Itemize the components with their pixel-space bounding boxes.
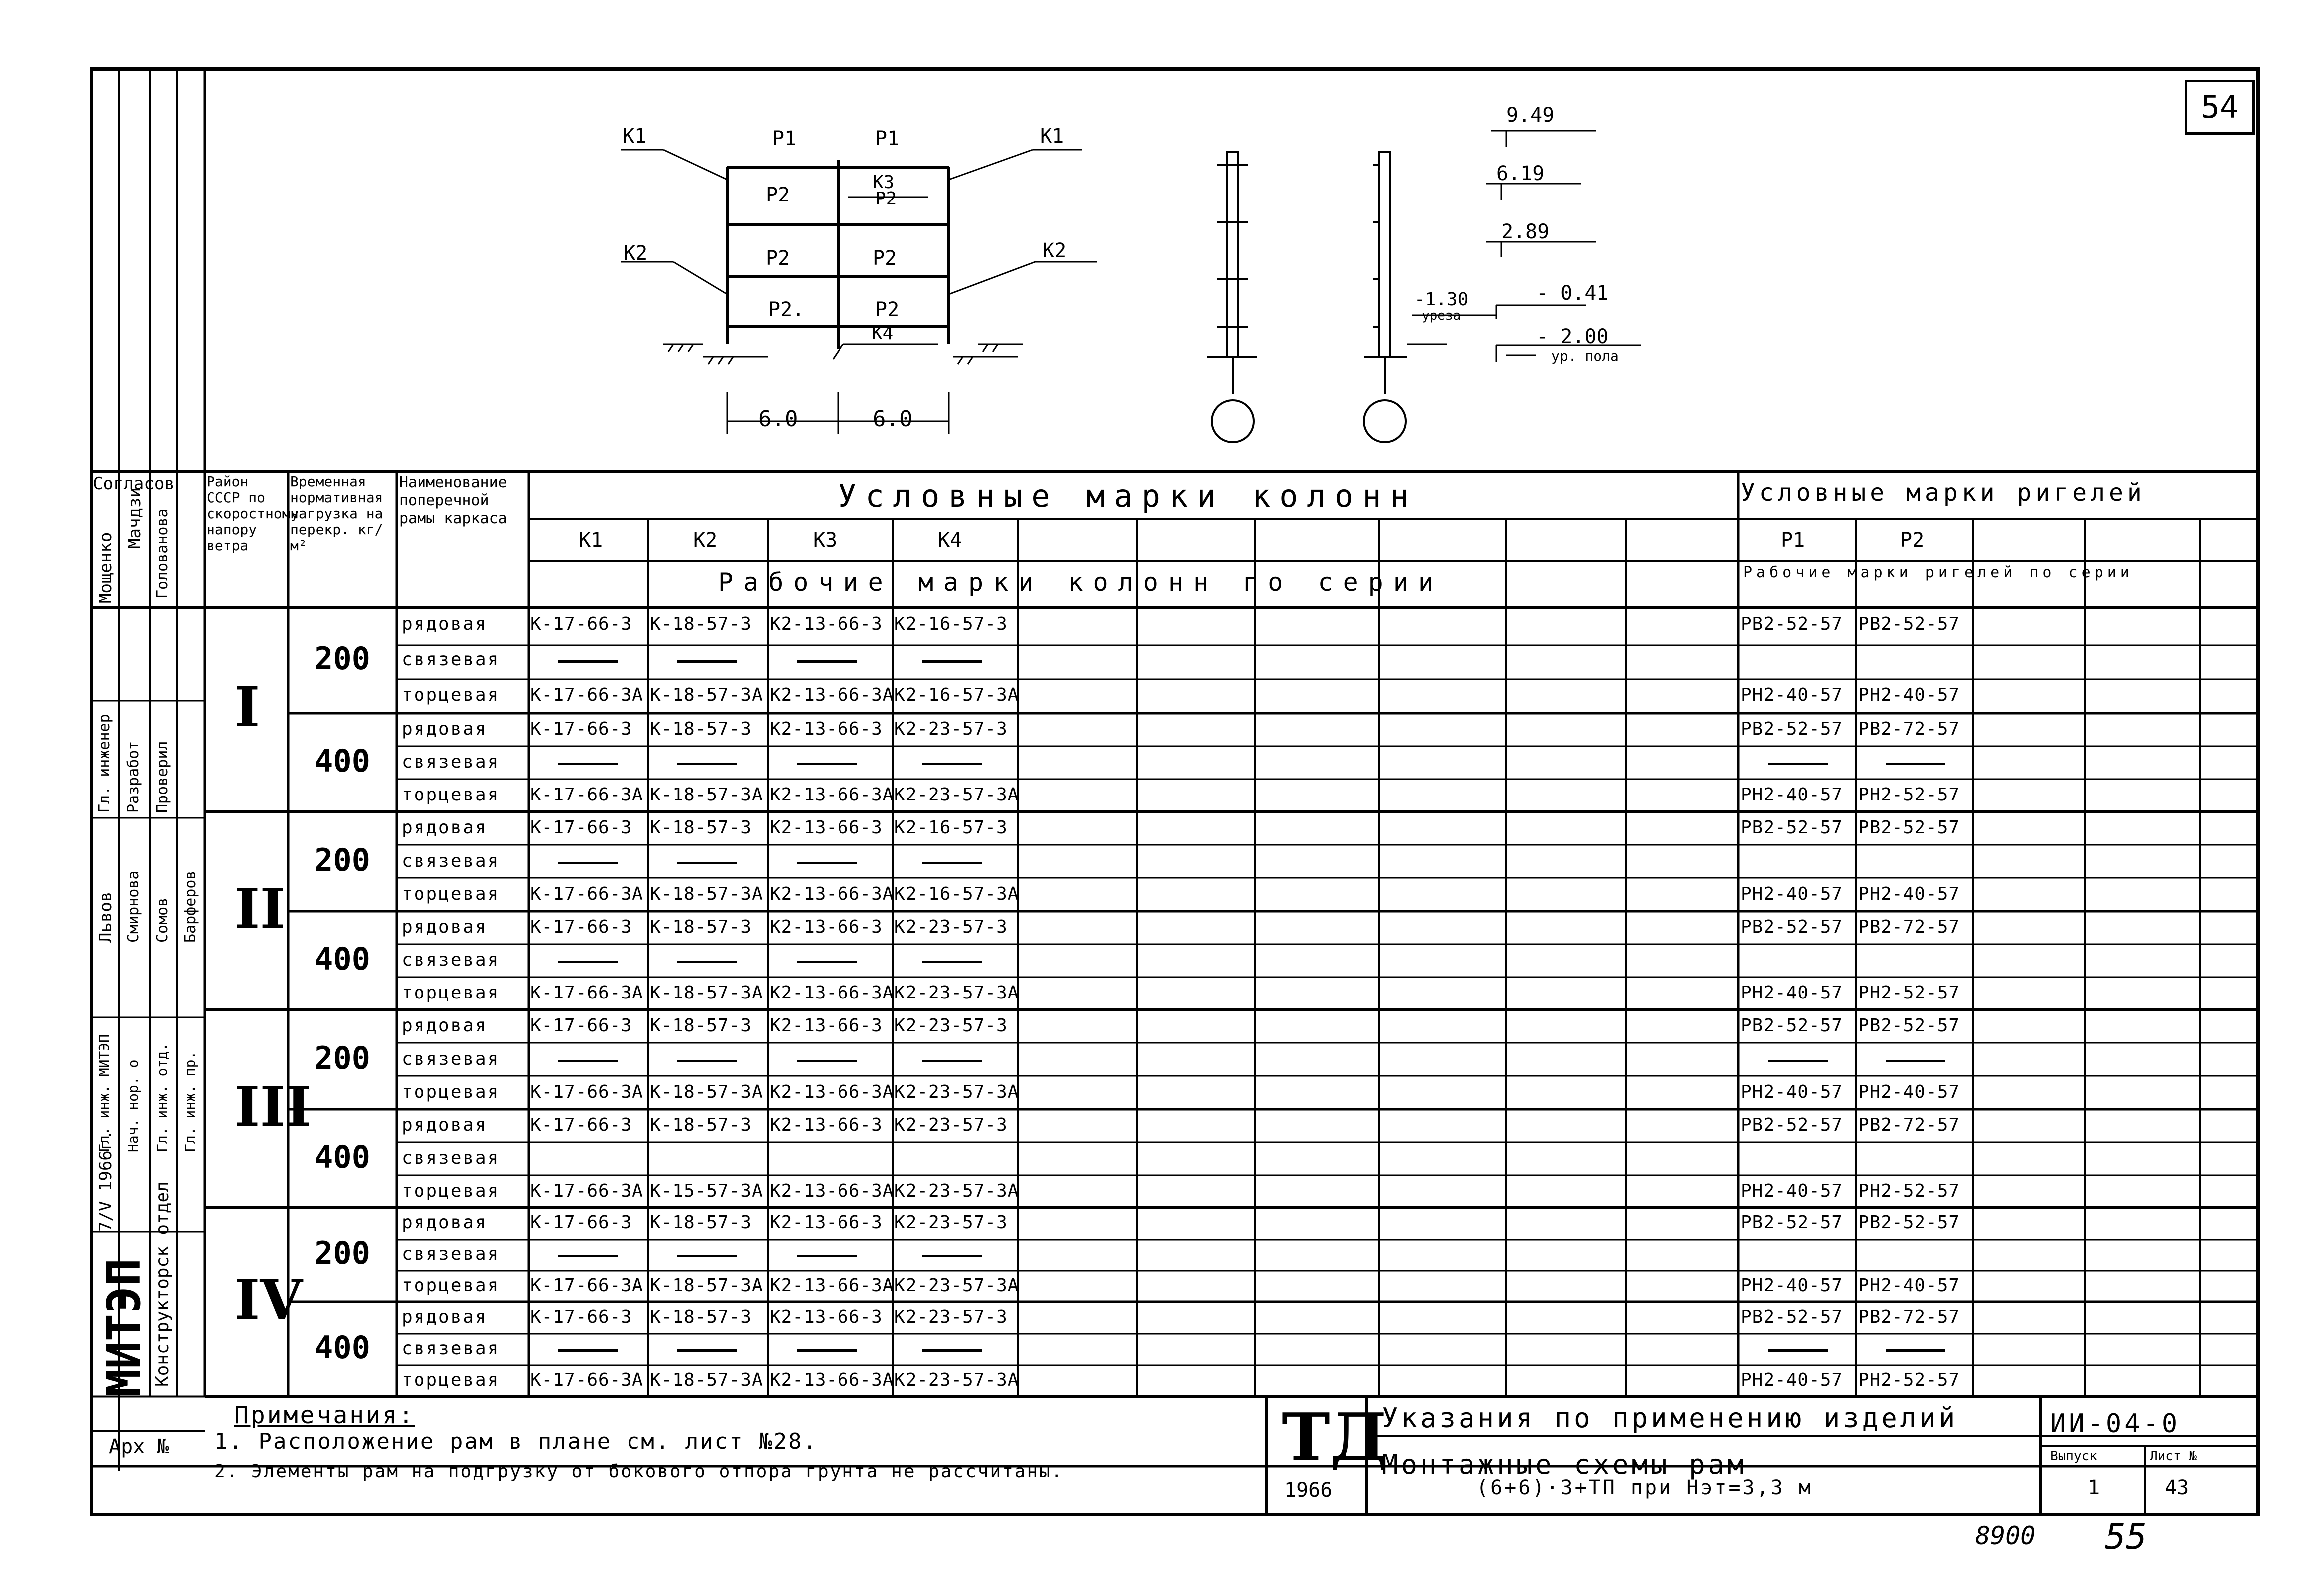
column-mark-cell: К-17-66-3А (530, 883, 643, 904)
elevation-note-ureza: уреза (1422, 308, 1461, 323)
frame-type-label: торцевая (402, 883, 500, 904)
header-column-k1: К1 (579, 529, 603, 552)
beam-mark-cell: РН2-40-57 (1858, 684, 1960, 705)
title-line-2: Монтажные схемы рам (1382, 1449, 1747, 1480)
frame-type-label: рядовая (402, 1212, 488, 1233)
empty-mark-dash (677, 763, 737, 765)
column-mark-cell: К-17-66-3А (530, 684, 643, 705)
strip-post-2: Нач. нор. о (125, 1059, 141, 1152)
column-mark-cell: К2-16-57-3А (894, 684, 1019, 705)
frame-type-label: рядовая (402, 719, 488, 739)
column-mark-cell: К2-16-57-3 (894, 614, 1008, 635)
label-k1-left: К1 (623, 125, 647, 148)
strip-person-3: Сомов (154, 897, 171, 943)
beam-mark-cell: РВ2-52-57 (1741, 1306, 1843, 1327)
beam-mark-cell: РВ2-52-57 (1741, 817, 1843, 838)
column-mark-cell: К2-13-66-3А (770, 684, 894, 705)
label-p1-right: Р1 (875, 127, 900, 150)
frame-type-label: связевая (402, 649, 500, 670)
column-mark-cell: К2-13-66-3 (770, 1306, 883, 1327)
column-mark-cell: К2-13-66-3 (770, 1115, 883, 1135)
column-mark-cell: К-18-57-3 (650, 1306, 752, 1327)
elevation-minus-1-30: -1.30 (1414, 289, 1469, 310)
title-sheet-label: Лист № (2150, 1449, 2197, 1464)
strip-org: МИТЭП (97, 1258, 151, 1396)
strip-person-2: Смирнова (125, 870, 142, 943)
beam-mark-cell: РН2-40-57 (1741, 1275, 1843, 1296)
column-mark-cell: К2-13-66-3А (770, 785, 894, 805)
beam-mark-cell: РН2-40-57 (1741, 883, 1843, 904)
strip-role-2: Разработ (125, 741, 142, 813)
empty-mark-dash (677, 660, 737, 663)
column-mark-cell: К-17-66-3А (530, 1370, 643, 1391)
note-1: 1. Расположение рам в плане см. лист №28. (214, 1429, 818, 1454)
beam-mark-cell: РН2-40-57 (1741, 785, 1843, 805)
beam-mark-cell: РВ2-52-57 (1741, 614, 1843, 635)
elevation-9-49: 9.49 (1506, 104, 1555, 127)
header-column-k2: К2 (693, 529, 718, 552)
column-mark-cell: К-17-66-3 (530, 1212, 632, 1233)
header-beam-p2: Р2 (1900, 529, 1925, 552)
column-mark-cell: К2-13-66-3 (770, 917, 883, 937)
column-mark-cell: К-18-57-3А (650, 684, 763, 705)
column-mark-cell: К-18-57-3А (650, 1370, 763, 1391)
strip-date: 7/V 1966г. (96, 1130, 116, 1232)
strip-person-1: Львов (96, 891, 116, 943)
empty-mark-dash (922, 1255, 982, 1257)
column-mark-cell: К2-13-66-3А (770, 1081, 894, 1102)
title-issue-value: 1 (2088, 1476, 2100, 1499)
column-mark-cell: К2-23-57-3А (894, 1181, 1019, 1201)
label-p2-top-left: Р2 (766, 184, 790, 206)
label-span-right: 6.0 (873, 406, 913, 432)
beam-mark-cell: РН2-40-57 (1858, 1275, 1960, 1296)
column-mark-cell: К-18-57-3 (650, 817, 752, 838)
label-k1-right: К1 (1040, 125, 1064, 148)
empty-mark-dash (922, 660, 982, 663)
frame-type-label: рядовая (402, 817, 488, 838)
beam-mark-cell: РВ2-52-57 (1741, 917, 1843, 937)
column-mark-cell: К2-13-66-3 (770, 1212, 883, 1233)
label-p2-mid-right: Р2 (873, 247, 897, 270)
empty-mark-dash (1886, 1060, 1945, 1062)
beam-mark-cell: РН2-40-57 (1741, 1370, 1843, 1391)
title-code: ИИ-04-0 (2050, 1409, 2181, 1439)
column-mark-cell: К-18-57-3 (650, 1015, 752, 1036)
empty-mark-dash (797, 763, 857, 765)
empty-mark-dash (1768, 763, 1828, 765)
label-k2-left: К2 (624, 242, 648, 265)
column-mark-cell: К2-13-66-3А (770, 983, 894, 1003)
beam-mark-cell: РВ2-52-57 (1858, 817, 1960, 838)
empty-mark-dash (558, 1349, 618, 1352)
elevation-minus-0-41: - 0.41 (1536, 282, 1609, 305)
strip-post-3: Гл. инж. отд. (154, 1042, 170, 1152)
column-mark-cell: К2-23-57-3А (894, 785, 1019, 805)
notes-heading: Примечания: (234, 1401, 415, 1429)
frame-type-label: торцевая (402, 1181, 500, 1201)
region-numeral: II (234, 876, 286, 941)
empty-mark-dash (558, 961, 618, 963)
beam-mark-cell: РВ2-52-57 (1858, 1212, 1960, 1233)
strip-name-3: Голованова (154, 508, 171, 598)
empty-mark-dash (677, 1060, 737, 1062)
header-column-k3: К3 (813, 529, 838, 552)
page-number-bottom: 55 (2105, 1516, 2147, 1557)
empty-mark-dash (1768, 1060, 1828, 1062)
frame-type-label: торцевая (402, 1370, 500, 1391)
empty-mark-dash (1886, 763, 1945, 765)
title-line-1: Указания по применению изделий (1382, 1402, 1958, 1434)
beam-mark-cell: РН2-52-57 (1858, 785, 1960, 805)
column-mark-cell: К-17-66-3 (530, 917, 632, 937)
strip-name-2: Мачдзи (125, 487, 145, 549)
column-mark-cell: К2-13-66-3А (770, 1370, 894, 1391)
column-mark-cell: К2-23-57-3 (894, 917, 1008, 937)
frame-type-label: связевая (402, 850, 500, 871)
column-mark-cell: К-17-66-3А (530, 1081, 643, 1102)
beam-mark-cell: РВ2-52-57 (1741, 1115, 1843, 1135)
title-issue-label: Выпуск (2050, 1449, 2097, 1464)
title-td: ТД (1282, 1399, 1388, 1475)
header-columns-title: Условные марки колонн (838, 478, 1418, 514)
column-mark-cell: К-17-66-3 (530, 817, 632, 838)
note-2: 2. Элементы рам на подгрузку от бокового отпора грунта не рассчитаны. (214, 1461, 1064, 1482)
load-value: 200 (314, 1039, 370, 1076)
column-mark-cell: К-15-57-3А (650, 1181, 763, 1201)
column-mark-cell: К2-23-57-3 (894, 1115, 1008, 1135)
load-value: 400 (314, 743, 370, 779)
empty-mark-dash (677, 1255, 737, 1257)
empty-mark-dash (922, 961, 982, 963)
elevation-2-89: 2.89 (1501, 220, 1550, 243)
column-mark-cell: К2-23-57-3А (894, 983, 1019, 1003)
column-mark-cell: К2-23-57-3А (894, 1081, 1019, 1102)
column-mark-cell: К-18-57-3А (650, 1081, 763, 1102)
column-mark-cell: К-18-57-3А (650, 983, 763, 1003)
beam-mark-cell: РН2-40-57 (1858, 883, 1960, 904)
region-numeral: IV (234, 1267, 303, 1332)
empty-mark-dash (922, 862, 982, 864)
beam-mark-cell: РН2-40-57 (1741, 684, 1843, 705)
elevation-minus-2-00: - 2.00 (1536, 325, 1609, 348)
column-mark-cell: К-17-66-3 (530, 1115, 632, 1135)
strip-dept: Конструкторск отдел (152, 1181, 173, 1387)
column-mark-cell: К2-16-57-3 (894, 817, 1008, 838)
empty-mark-dash (558, 1060, 618, 1062)
column-mark-cell: К-17-66-3 (530, 614, 632, 635)
empty-mark-dash (1768, 1349, 1828, 1352)
load-value: 400 (314, 941, 370, 977)
label-p2-low-right: Р2 (875, 298, 900, 321)
header-region: Район СССР по скоростному напору ветра (207, 473, 299, 554)
strip-role-1: Гл. инженер (96, 714, 113, 813)
column-mark-cell: К-18-57-3 (650, 1115, 752, 1135)
empty-mark-dash (922, 1060, 982, 1062)
empty-mark-dash (922, 763, 982, 765)
beam-mark-cell: РВ2-72-57 (1858, 1115, 1960, 1135)
frame-type-label: торцевая (402, 1081, 500, 1102)
beam-mark-cell: РВ2-72-57 (1858, 719, 1960, 739)
header-beams-title: Условные марки ригелей (1741, 479, 2146, 507)
label-p2-mid-left: Р2 (766, 247, 790, 270)
header-column-k4: К4 (938, 529, 962, 552)
frame-type-label: рядовая (402, 917, 488, 937)
column-mark-cell: К2-23-57-3 (894, 1212, 1008, 1233)
load-value: 200 (314, 841, 370, 878)
beam-mark-cell: РН2-52-57 (1858, 1181, 1960, 1201)
title-year: 1966 (1284, 1479, 1333, 1502)
column-mark-cell: К-17-66-3А (530, 1181, 643, 1201)
column-mark-cell: К-17-66-3 (530, 1306, 632, 1327)
title-line-3: (6+6)·3+ТП при Нэт=3,3 м (1476, 1476, 1813, 1499)
header-beam-p1: Р1 (1781, 529, 1805, 552)
label-k4: К4 (872, 323, 894, 344)
beam-mark-cell: РВ2-72-57 (1858, 1306, 1960, 1327)
elevation-note-floor: ур. пола (1551, 348, 1619, 364)
column-mark-cell: К-17-66-3 (530, 719, 632, 739)
header-columns-subtitle: Рабочие марки колонн по серии (718, 568, 1443, 597)
empty-mark-dash (677, 1349, 737, 1352)
empty-mark-dash (797, 660, 857, 663)
column-mark-cell: К-18-57-3А (650, 883, 763, 904)
strip-role-3: Проверил (154, 741, 171, 813)
frame-type-label: торцевая (402, 1275, 500, 1296)
beam-mark-cell: РН2-52-57 (1858, 1370, 1960, 1391)
label-p2-top-right: Р2 (875, 189, 897, 209)
beam-mark-cell: РВ2-52-57 (1858, 614, 1960, 635)
strip-arch: Арх № (109, 1435, 169, 1458)
label-k2-right: К2 (1043, 239, 1067, 262)
column-mark-cell: К-18-57-3 (650, 719, 752, 739)
column-mark-cell: К2-13-66-3 (770, 614, 883, 635)
beam-mark-cell: РН2-40-57 (1741, 1081, 1843, 1102)
frame-type-label: связевая (402, 950, 500, 970)
column-mark-cell: К2-13-66-3А (770, 1275, 894, 1296)
header-beams-subtitle: Рабочие марки ригелей по серии (1743, 564, 2133, 581)
title-sheet-value: 43 (2165, 1476, 2189, 1499)
empty-mark-dash (797, 1255, 857, 1257)
region-numeral: I (234, 675, 260, 739)
column-mark-cell: К2-13-66-3 (770, 817, 883, 838)
column-mark-cell: К-17-66-3 (530, 1015, 632, 1036)
frame-type-label: рядовая (402, 1015, 488, 1036)
label-k3: К3 (873, 172, 895, 193)
empty-mark-dash (677, 862, 737, 864)
frame-type-label: торцевая (402, 785, 500, 805)
column-mark-cell: К-17-66-3А (530, 1275, 643, 1296)
beam-mark-cell: РВ2-72-57 (1858, 917, 1960, 937)
load-value: 200 (314, 640, 370, 677)
empty-mark-dash (797, 961, 857, 963)
sheet-number-top: 54 (2185, 80, 2255, 135)
column-mark-cell: К2-13-66-3 (770, 1015, 883, 1036)
beam-mark-cell: РВ2-52-57 (1741, 1212, 1843, 1233)
beam-mark-cell: РВ2-52-57 (1741, 719, 1843, 739)
column-mark-cell: К2-13-66-3 (770, 719, 883, 739)
column-mark-cell: К-18-57-3 (650, 917, 752, 937)
empty-mark-dash (558, 1255, 618, 1257)
frame-type-label: рядовая (402, 1115, 488, 1135)
empty-mark-dash (797, 1349, 857, 1352)
column-mark-cell: К2-23-57-3 (894, 1306, 1008, 1327)
label-span-left: 6.0 (758, 406, 798, 432)
strip-person-4: Барферов (182, 870, 199, 943)
archive-code: 8900 (1975, 1521, 2036, 1550)
column-mark-cell: К2-23-57-3 (894, 1015, 1008, 1036)
load-value: 200 (314, 1235, 370, 1271)
empty-mark-dash (797, 1060, 857, 1062)
beam-mark-cell: РН2-40-57 (1741, 1181, 1843, 1201)
empty-mark-dash (558, 862, 618, 864)
beam-mark-cell: РВ2-52-57 (1741, 1015, 1843, 1036)
strip-soglasov: Согласов (93, 474, 175, 494)
column-mark-cell: К2-16-57-3А (894, 883, 1019, 904)
empty-mark-dash (797, 862, 857, 864)
load-value: 400 (314, 1329, 370, 1366)
frame-type-label: связевая (402, 1148, 500, 1168)
strip-post-1: Гл. инж. МИТЭП (96, 1034, 112, 1152)
frame-type-label: связевая (402, 1048, 500, 1069)
column-mark-cell: К-18-57-3 (650, 1212, 752, 1233)
empty-mark-dash (677, 961, 737, 963)
column-mark-cell: К2-23-57-3А (894, 1370, 1019, 1391)
column-mark-cell: К-17-66-3А (530, 785, 643, 805)
beam-mark-cell: РН2-52-57 (1858, 983, 1960, 1003)
header-load: Временная нормативная нагрузка на перекр. кг/м² (290, 473, 383, 554)
frame-type-label: связевая (402, 1338, 500, 1359)
beam-mark-cell: РН2-40-57 (1858, 1081, 1960, 1102)
column-mark-cell: К2-13-66-3А (770, 883, 894, 904)
column-mark-cell: К2-13-66-3А (770, 1181, 894, 1201)
beam-mark-cell: РН2-40-57 (1741, 983, 1843, 1003)
strip-post-4: Гл. инж. пр. (182, 1051, 198, 1152)
label-p1-left: Р1 (772, 127, 797, 150)
region-numeral: III (234, 1074, 312, 1139)
column-mark-cell: К-18-57-3А (650, 785, 763, 805)
column-mark-cell: К-18-57-3А (650, 1275, 763, 1296)
frame-type-label: торцевая (402, 983, 500, 1003)
empty-mark-dash (922, 1349, 982, 1352)
header-frame-name: Наименование поперечной рамы каркаса (399, 474, 507, 527)
load-value: 400 (314, 1139, 370, 1175)
frame-type-label: связевая (402, 752, 500, 772)
frame-type-label: рядовая (402, 614, 488, 635)
label-p2-low-left: Р2. (768, 298, 805, 321)
beam-mark-cell: РВ2-52-57 (1858, 1015, 1960, 1036)
column-mark-cell: К-17-66-3А (530, 983, 643, 1003)
empty-mark-dash (558, 660, 618, 663)
column-mark-cell: К2-23-57-3А (894, 1275, 1019, 1296)
column-mark-cell: К-18-57-3 (650, 614, 752, 635)
empty-mark-dash (558, 763, 618, 765)
empty-mark-dash (1886, 1349, 1945, 1352)
frame-type-label: торцевая (402, 684, 500, 705)
elevation-6-19: 6.19 (1496, 162, 1545, 185)
frame-type-label: рядовая (402, 1306, 488, 1327)
column-mark-cell: К2-23-57-3 (894, 719, 1008, 739)
frame-type-label: связевая (402, 1244, 500, 1264)
strip-name-1: Мощенко (96, 532, 116, 603)
